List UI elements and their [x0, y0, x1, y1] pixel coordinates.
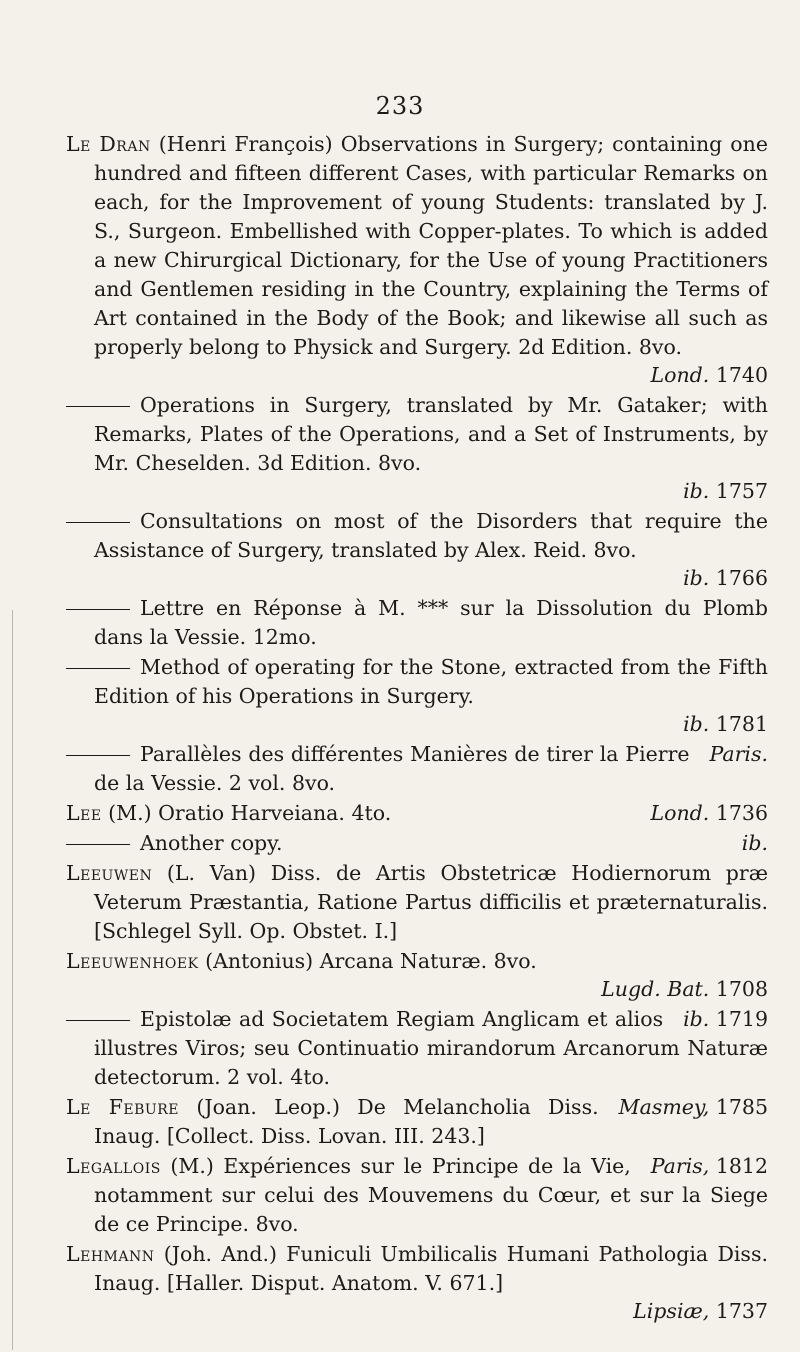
imprint-place: ib.	[683, 1007, 710, 1031]
bibliography-entry	[66, 859, 768, 946]
bibliography-entry	[66, 829, 768, 858]
bibliography-entry	[66, 1005, 768, 1092]
entry-text: (L. Van) Diss. de Artis Obstetricæ Hodiernorum præ Veterum Præstantia, Ratione Partus difficilis et præternaturalis. [Schlegel Syll. Op. Obstet. I.]	[94, 861, 768, 943]
entry-text: (M.) Oratio Harveiana. 4to.	[108, 801, 392, 825]
entry-imprint	[651, 1152, 768, 1181]
imprint-place: Paris,	[650, 1154, 710, 1178]
entry-text: Lettre en Réponse à M. *** sur la Dissolution du Plomb dans la Vessie. 12mo.	[94, 596, 768, 649]
bibliography-entry	[66, 130, 768, 390]
imprint-year: 1737	[715, 1299, 768, 1323]
imprint-year: 1736	[715, 801, 768, 825]
entry-text: Parallèles des différentes Manières de tirer la Pierre de la Vessie. 2 vol. 8vo.	[94, 742, 690, 795]
ditto-dash	[66, 522, 130, 523]
entry-text: Consultations on most of the Disorders that require the Assistance of Surgery, translated by Alex. Reid. 8vo.	[94, 509, 768, 562]
entry-imprint	[94, 1297, 768, 1326]
imprint-place: Lond.	[650, 801, 710, 825]
imprint-year: 1757	[715, 479, 768, 503]
bibliography-list	[0, 130, 800, 1326]
entry-author: Lehmann	[66, 1242, 155, 1266]
imprint-place: Lipsiæ,	[633, 1299, 710, 1323]
imprint-place: Paris.	[709, 742, 768, 766]
ditto-dash	[66, 755, 130, 756]
imprint-year: 1785	[715, 1095, 768, 1119]
entry-author: Legallois	[66, 1154, 161, 1178]
entry-text: (Henri François) Observations in Surgery; containing one hundred and fifteen different Cases, with particular Remarks on each, for the Improvement of young Students: translated by J. S., Surgeon. Embellished with Copper-plates. To which is added a new Chirurgical Dictionary, for the Use of young Practitioners and Gentlemen residing in the Country, explaining the Terms of Art contained in the Body of the Book; and likewise all such as properly belong to Physick and Surgery. 2d Edition. 8vo.	[94, 132, 768, 359]
imprint-year: 1781	[715, 712, 768, 736]
entry-imprint	[619, 1093, 768, 1122]
entry-text: Epistolæ ad Societatem Regiam Anglicam et alios illustres Viros; seu Continuatio mirandorum Arcanorum Naturæ detectorum. 2 vol. 4to.	[94, 1007, 768, 1089]
imprint-year: 1766	[715, 566, 768, 590]
entry-imprint	[742, 829, 768, 858]
entry-imprint	[94, 361, 768, 390]
entry-imprint	[94, 564, 768, 593]
imprint-year: 1719	[715, 1007, 768, 1031]
entry-imprint	[710, 740, 769, 769]
entry-text: Another copy.	[140, 831, 283, 855]
entry-author: Le Febure	[66, 1095, 179, 1119]
imprint-place: ib.	[683, 712, 710, 736]
imprint-year: 1708	[715, 977, 768, 1001]
entry-text: Method of operating for the Stone, extracted from the Fifth Edition of his Operations in Surgery.	[94, 655, 768, 708]
bibliography-entry	[66, 1093, 768, 1151]
entry-author: Leeuwenhoek	[66, 949, 199, 973]
page-number: 233	[375, 92, 425, 120]
entry-imprint	[683, 1005, 768, 1034]
imprint-place: ib.	[683, 479, 710, 503]
imprint-year: 1740	[715, 363, 768, 387]
entry-author: Lee	[66, 801, 102, 825]
bibliography-entry	[66, 947, 768, 1004]
ditto-dash	[66, 668, 130, 669]
entry-text: (Joan. Leop.) De Melancholia Diss. Inaug. [Collect. Diss. Lovan. III. 243.]	[94, 1095, 599, 1148]
ditto-dash	[66, 1020, 130, 1021]
entry-author: Leeuwen	[66, 861, 153, 885]
entry-imprint	[94, 710, 768, 739]
entry-imprint	[650, 799, 768, 828]
bibliography-entry	[66, 507, 768, 593]
ditto-dash	[66, 609, 130, 610]
entry-imprint	[94, 975, 768, 1004]
ditto-dash	[66, 406, 130, 407]
entry-text: Operations in Surgery, translated by Mr. Gataker; with Remarks, Plates of the Operations, and a Set of Instruments, by Mr. Cheselden. 3d Edition. 8vo.	[94, 393, 768, 475]
bibliography-entry	[66, 740, 768, 798]
bibliography-entry	[66, 594, 768, 652]
imprint-place: Masmey,	[618, 1095, 710, 1119]
bibliography-entry	[66, 1240, 768, 1326]
imprint-place: ib.	[683, 566, 710, 590]
bibliography-entry	[66, 653, 768, 739]
entry-text: (Antonius) Arcana Naturæ. 8vo.	[205, 949, 537, 973]
imprint-place: ib.	[741, 831, 768, 855]
ditto-dash	[66, 844, 130, 845]
entry-imprint	[94, 477, 768, 506]
entry-author: Le Dran	[66, 132, 151, 156]
imprint-year: 1812	[715, 1154, 768, 1178]
bibliography-entry	[66, 799, 768, 828]
entry-text: (M.) Expériences sur le Principe de la Vie, notamment sur celui des Mouvemens du Cœur, et sur la Siege de ce Principe. 8vo.	[94, 1154, 768, 1236]
imprint-place: Lugd. Bat.	[601, 977, 710, 1001]
entry-text: (Joh. And.) Funiculi Umbilicalis Humani Pathologia Diss. Inaug. [Haller. Disput. Anatom. V. 671.]	[94, 1242, 768, 1295]
imprint-place: Lond.	[650, 363, 710, 387]
bibliography-entry	[66, 1152, 768, 1239]
bibliography-entry	[66, 391, 768, 506]
